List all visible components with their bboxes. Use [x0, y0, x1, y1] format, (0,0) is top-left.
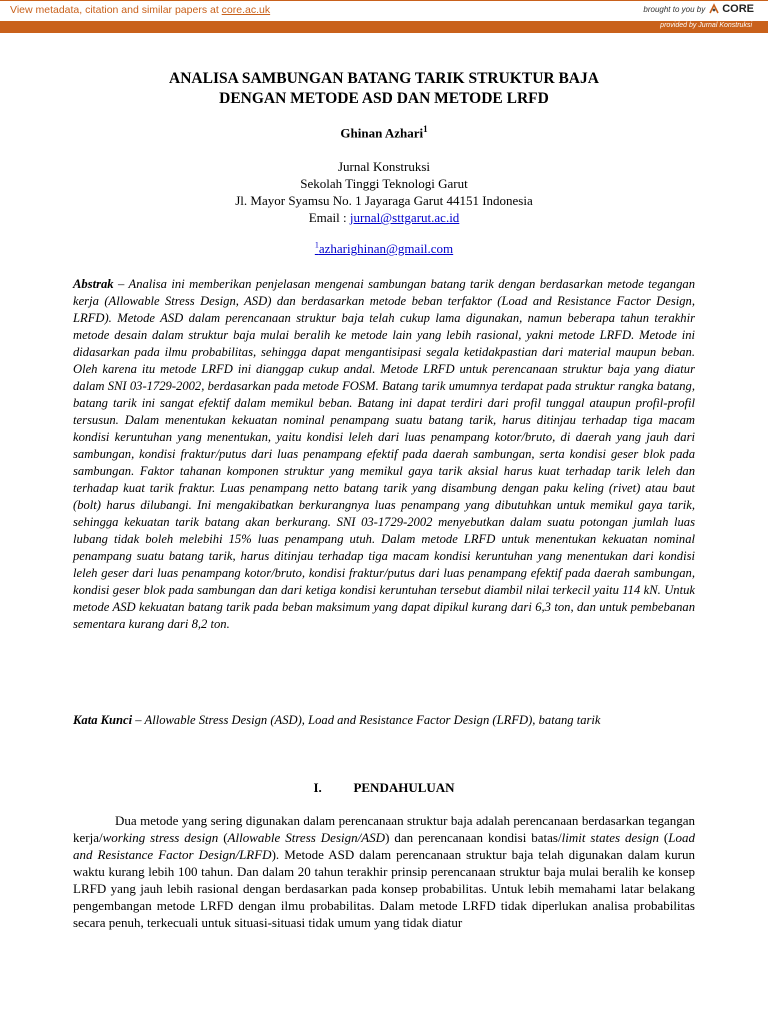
keywords	[73, 712, 695, 729]
author-email-superscript: 1	[314, 241, 319, 250]
journal-name: Jurnal Konstruksi	[337, 159, 431, 174]
intro-italic-2: Allowable Stress Design/ASD	[227, 830, 386, 845]
institution-name: Sekolah Tinggi Teknologi Garut	[300, 176, 468, 191]
intro-text-2: (	[218, 830, 228, 845]
core-link[interactable]: core.ac.uk	[221, 4, 271, 16]
intro-italic-4: Load and Resistance Factor Design/LRFD	[73, 830, 695, 862]
author-email-text: azharighinan@gmail.com	[318, 241, 454, 257]
core-logo-text: CORE	[722, 3, 754, 15]
email-label: Email :	[308, 210, 350, 225]
metadata-link-line	[10, 4, 270, 16]
core-brand[interactable]	[643, 3, 754, 15]
intro-italic-1: working stress design	[102, 830, 219, 845]
abstract-label: Abstrak	[73, 277, 114, 291]
intro-paragraph	[73, 812, 695, 931]
author-text: Ghinan Azhari	[340, 125, 424, 141]
intro-text-5: ). Metode ASD dalam perencanaan struktur baja telah digunakan dalam kurun waktu kurang lebih 100 tahun. Dan dalam 20 tahun terakhir prinsip perencanaan struktur baja mulai beralih ke konsep LRFD yang jauh lebih rasional dengan berdasarkan pada konsep probabilitas. Untuk lebih memahami latar belakang pengembangan metode LRFD dengan ilmu probabilitas. Dalam metode LRFD tidak diperlukan analisa probabilitas secara penuh, terkecuali untuk situasi-situasi tidak umum yang tidak diatur	[73, 847, 695, 930]
title-line-1: ANALISA SAMBUNGAN BATANG TARIK STRUKTUR BAJA	[169, 70, 599, 87]
author-superscript: 1	[423, 124, 428, 134]
paper-title	[0, 69, 768, 109]
core-banner	[0, 0, 768, 21]
intro-italic-3: limit states design	[561, 830, 659, 845]
section-number: I.	[313, 780, 322, 795]
journal-email-line	[0, 209, 768, 226]
metadata-prefix: View metadata, citation and similar papers at	[10, 4, 222, 16]
intro-text-3: ) dan perencanaan kondisi batas/	[385, 830, 562, 845]
abstract	[73, 276, 695, 633]
institution-address: Jl. Mayor Syamsu No. 1 Jayaraga Garut 44151 Indonesia	[235, 193, 533, 208]
section-heading	[0, 780, 768, 796]
title-line-2: DENGAN METODE ASD DAN METODE LRFD	[219, 90, 549, 107]
affiliation-block	[0, 158, 768, 226]
journal-email-link[interactable]: jurnal@sttgarut.ac.id	[349, 210, 460, 225]
intro-text-1: Dua metode yang sering digunakan dalam perencanaan struktur baja adalah perencanaan berdasarkan tegangan kerja/	[73, 813, 695, 845]
core-logo	[708, 3, 754, 15]
author-email-line	[0, 241, 768, 257]
keywords-body: – Allowable Stress Design (ASD), Load and Resistance Factor Design (LRFD), batang tarik	[132, 713, 601, 727]
provided-by-text: provided by Jurnal Konstruksi	[660, 22, 752, 29]
abstract-body: – Analisa ini memberikan penjelasan mengenai sambungan batang tarik dengan berdasarkan metode tegangan kerja (Allowable Stress Design, ASD) dan berdasarkan metode beban terfaktor (Load and Resistance Factor Design, LRFD). Metode ASD dalam perencanaan struktur baja telah cukup lama digunakan, namun beberapa tahun terakhir metode desain dalam struktur baja mulai beralih ke metode lain yang lebih rasional, yakni metode LRFD. Metode ini didasarkan pada ilmu probabilitas, sehingga dapat mengantisipasi segala ketidakpastian dari material maupun beban. Oleh karena itu metode LRFD ini dianggap cukup andal. Metode LRFD untuk perencanaan struktur baja yang diatur dalam SNI 03-1729-2002, berdasarkan pada metode FOSM. Batang tarik umumnya terdapat pada struktur rangka batang, batang tarik ini sangat efektif dalam memikul beban. Batang ini dapat terdiri dari profil tunggal ataupun profil-profil tersusun. Dalam menentukan kekuatan nominal penampang suatu batang tarik, harus ditinjau terhadap tiga macam kondisi keruntuhan yang menentukan, yaitu kondisi leleh dari luas penampang kotor/bruto, di daerah yang jauh dari sambungan, kondisi fraktur/putus dari luas penampang efektif pada daerah sambungan, serta kondisi geser blok pada sambungan. Faktor tahanan komponen struktur yang memikul gaya tarik aksial harus kuat terhadap tarik leleh dan terhadap kuat tarik fraktur. Luas penampang netto batang tarik yang disambung dengan paku keling (rivet) atau baut (bolt) harus dilubangi. Ini mengakibatkan berkurangnya luas penampang yang dibutuhkan untuk memikul gaya tarik, sehingga kekuatan tarik batang akan berkurang. SNI 03-1729-2002 menyebutkan dalam suatu potongan jumlah luas lubang tidak boleh melebihi 15% luas penampang utuh. Dalam metode LRFD untuk menentukan kekuatan nominal penampang suatu batang tarik, harus ditinjau terhadap tiga macam kondisi keruntuhan yang menentukan dari kondisi leleh geser dari luas penampang kotor/bruto, kondisi fraktur/putus dari luas penampang efektif pada daerah sambungan, kondisi geser blok pada sambungan dan dari ketiga kondisi keruntuhan tersebut diambil nilai terkecil yaitu 114 kN. Untuk metode ASD kekuatan batang tarik pada beban maksimum yang dapat dipikul kurang dari 6,3 ton, dan untuk pembebanan sementara kurang dari 8,2 ton.	[73, 277, 695, 631]
provider-strip	[0, 21, 768, 33]
section-title: PENDAHULUAN	[353, 780, 455, 795]
keywords-label: Kata Kunci	[73, 713, 133, 727]
author-name	[0, 124, 768, 141]
intro-text-4: (	[658, 830, 669, 845]
brought-by-text: brought to you by	[643, 4, 706, 14]
core-logo-icon	[708, 3, 720, 15]
author-email-link[interactable]	[315, 241, 453, 256]
